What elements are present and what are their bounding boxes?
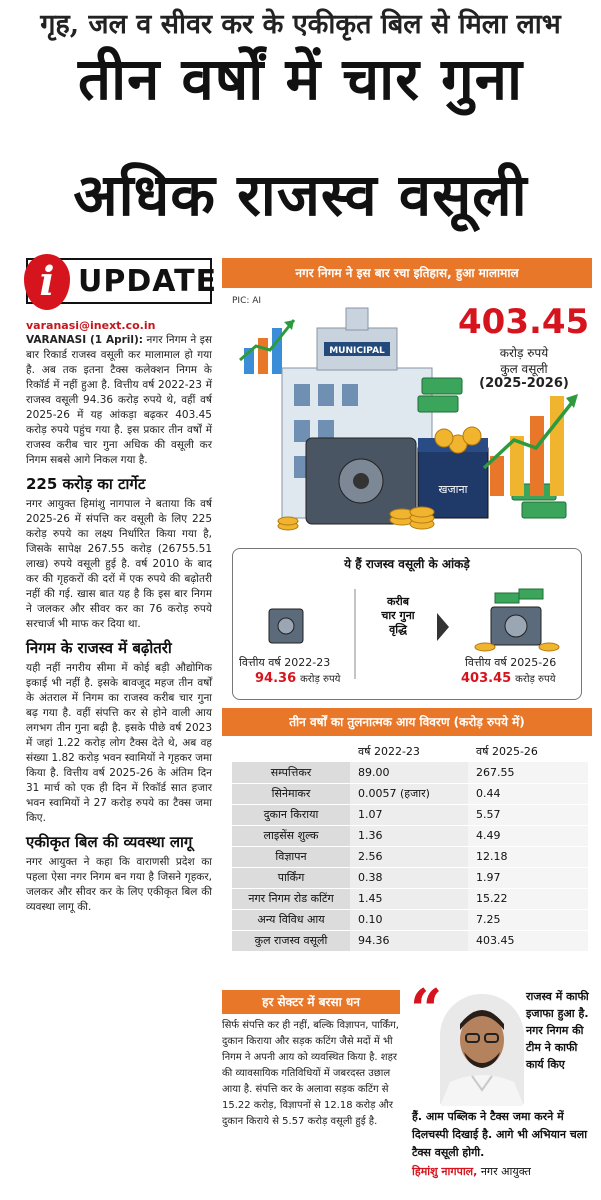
update-badge: [26, 258, 218, 305]
table-row: पार्किंग 0.38 1.97: [232, 867, 588, 888]
total-revenue-label: कुल वसूली: [500, 362, 548, 376]
article-para-3: नगर आयुक्त ने कहा कि वाराणसी प्रदेश का पहला ऐसा नगर निगम बन गया है जिसने गृहकर, जलकर और सीवर कर के लिए एकीकृत बिल की व्यवस्था लागू की.: [26, 856, 212, 913]
table-title: तीन वर्षों का तुलनात्मक आय विवरण (करोड़ रुपये में): [222, 708, 592, 736]
person-photo-icon: [440, 994, 524, 1106]
article-para-1: नगर आयुक्त हिमांशु नागपाल ने बताया कि वर्ष 2025-26 में संपत्ति कर वसूली के लिए 225 करोड़ रुपये का लक्ष्य निर्धारित किया गया है, जिसके सापेक्ष 267.55 करोड़ (26755.51 लाख) रुपये वसूली हुई है. वर्ष 2010 के बाद कर की गृहकरों की दरों में एक रुपये की बढ़ोतरी नहीं की गई. खास बात यह है कि इस बार निगम ने जलकर और सीवर कर का 76 करोड़ रुपये सरचार्ज भी माफ कर दिया था.: [26, 498, 212, 630]
article-email: varanasi@inext.co.in: [26, 319, 156, 332]
arrow-right-icon: [437, 613, 449, 641]
left-year-label: वित्तीय वर्ष 2022-23: [239, 656, 331, 669]
article-dateline: VARANASI (1 April):: [26, 334, 143, 346]
headline-line-1: तीन वर्षों में चार गुना: [78, 45, 523, 113]
article-column: [26, 318, 212, 917]
growth-chart-icon: [240, 320, 294, 374]
table-row: लाइसेंस शुल्क 1.36 4.49: [232, 825, 588, 846]
article-intro: [26, 333, 212, 468]
sector-text: सिर्फ संपत्ति कर ही नहीं, बल्कि विज्ञापन, पार्किंग, दुकान किराया और सड़क कटिंग जैसे मदों में भी निगम ने अपनी आय को व्यवस्थित किया है. शहर की व्यावसायिक गतिविधियों में जबरदस्त उछाल आया है. संपत्ति कर के अलावा सड़क कटिंग से 15.22 करोड़, विज्ञापनों से 12.18 करोड़ और दुकान किराये से 5.57 करोड़ वसूली हुई है.: [222, 1020, 399, 1127]
sector-banner: हर सेक्टर में बरसा धन: [222, 990, 400, 1014]
left-year-value: 94.36 करोड़ रुपये: [255, 671, 341, 686]
subhead-integrated-bill: एकीकृत बिल की व्यवस्था लागू: [26, 833, 193, 851]
total-revenue-period: (2025-2026): [479, 376, 569, 391]
table-header: वर्ष 2025-26: [476, 744, 538, 758]
pic-credit: PIC: AI: [232, 296, 262, 306]
total-revenue-unit: करोड़ रुपये: [499, 346, 549, 360]
total-revenue-value: 403.45: [458, 302, 590, 342]
table-row: नगर निगम रोड कटिंग 1.45 15.22: [232, 888, 588, 909]
info-icon: i: [24, 254, 70, 310]
treasure-label: खजाना: [438, 483, 468, 496]
building-sign: MUNICIPAL: [329, 346, 385, 356]
table-row: सिनेमाकर 0.0057 (हजार) 0.44: [232, 783, 588, 804]
infographic-illustration: [222, 288, 592, 544]
article-para-2: यही नहीं नगरीय सीमा में कोई बड़ी औद्योगिक इकाई भी नहीं है. इसके बावजूद महज तीन वर्षों के अंतराल में निगम का राजस्व करीब चार गुना बढ़ गया है. वहीं संपत्ति कर से होने वाली आय लगभग तीन गुना बढ़ी है. इसके पीछे वर्ष 2023 में जहां 1.22 करोड़ लोग टैक्स देते थे, अब वह संख्या 1.82 करोड़ भवन स्वामियों ने गृहकर जमा किया है. वित्तीय वर्ष 2025-26 के अंतिम दिन 31 मार्च को एक ही दिन में रिकॉर्ड सात हजार भवन स्वामियों ने 27 करोड़ रुपये का टैक्स जमा किए.: [26, 662, 212, 824]
income-comparison-table: [232, 740, 588, 952]
right-year-label: वित्तीय वर्ष 2025-26: [465, 656, 557, 669]
avatar: [440, 994, 524, 1106]
bar-growth-icon: [484, 394, 578, 496]
revenue-comparison-figure: [232, 548, 582, 700]
infographic-banner: नगर निगम ने इस बार रचा इतिहास, हुआ मालामाल: [222, 258, 592, 288]
table-header: वर्ष 2022-23: [358, 744, 420, 758]
right-year-value: 403.45 करोड़ रुपये: [461, 671, 556, 686]
kicker-headline: गृह, जल व सीवर कर के एकीकृत बिल से मिला लाभ: [40, 9, 561, 40]
money-safe-icon: [475, 589, 559, 651]
quote-byline: हिमांशु नागपाल, नगर आयुक्त: [412, 1165, 531, 1178]
table-header-row: [232, 740, 588, 762]
table-row: सम्पत्तिकर 89.00 267.55: [232, 762, 588, 783]
table-row: विज्ञापन 2.56 12.18: [232, 846, 588, 867]
subhead-target: 225 करोड़ का टार्गेट: [26, 475, 146, 493]
quote-part-2: हैं. आम पब्लिक ने टैक्स जमा करने में दिलचस्पी दिखाई है. आगे भी अभियान चला टैक्स वसूली होगी.: [412, 1110, 588, 1159]
headline-line-2: अधिक राजस्व वसूली: [73, 161, 528, 229]
figure-title: ये हैं राजस्व वसूली के आंकड़े: [344, 557, 470, 571]
small-safe-icon: [269, 609, 303, 643]
table-row: अन्य विविध आय 0.10 7.25: [232, 909, 588, 930]
table-header: [232, 740, 350, 762]
article-intro-text: नगर निगम ने इस बार रिकार्ड राजस्व वसूली कर मालामाल हो गया है. अब तक इतना टैक्स कलेक्शन निगम के रिकॉर्ड में नहीं हुआ है. वित्तीय वर्ष 2022-23 में राजस्व वसूली 94.36 करोड़ रुपये थे, वहीं वर्ष 2025-26 में यह आंकड़ा बढ़कर 403.45 करोड़ रुपये पहुंच गया है. इस प्रकार तीन वर्षों में राजस्व करीब चार गुना अधिक की वसूली कर निगम सबसे आगे निकल गया है.: [26, 334, 212, 466]
quote-icon: “: [410, 977, 443, 1043]
growth-note: करीब चार गुना वृद्धि: [381, 595, 415, 636]
table-row: दुकान किराया 1.07 5.57: [232, 804, 588, 825]
update-label: UPDATE: [78, 264, 218, 299]
table-total-row: कुल राजस्व वसूली 94.36 403.45: [232, 930, 588, 951]
subhead-revenue-growth: निगम के राजस्व में बढ़ोतरी: [26, 639, 172, 657]
quote-part-1: राजस्व में काफी इजाफा हुआ है. नगर निगम की टीम ने काफी कार्य किए: [526, 990, 589, 1071]
